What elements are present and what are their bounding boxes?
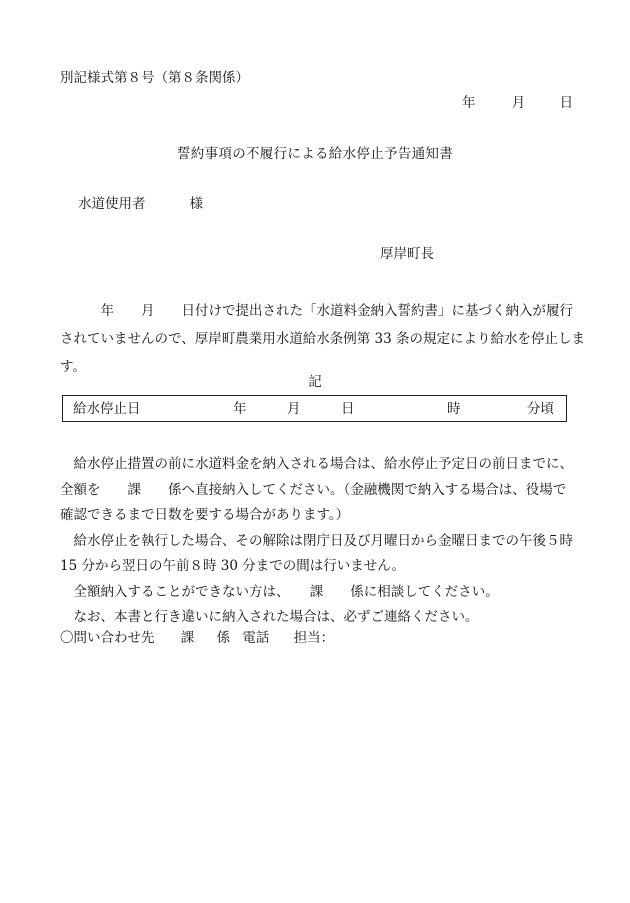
form-label: 別記様式第８号（第８条関係） [60, 70, 249, 86]
body-line: されていませんので、厚岸町農業用水道給水条例第 33 条の規定により給水を停止しま [60, 331, 585, 347]
body-line: す。 [60, 359, 86, 375]
note-line: 15 分から翌日の午前８時 30 分までの間は行いません。 [60, 558, 406, 574]
note-line: 全額納入することができない方は、 課 係に相談してください。 [60, 583, 499, 600]
contact-label: 〇問い合わせ先 [60, 630, 155, 646]
contact-unit: 係 [216, 630, 231, 646]
body-line: 年 月 日付けで提出された「水道料金納入誓約書」に基づく納入が履行 [60, 303, 573, 319]
note-line: 給水停止を執行した場合、その解除は閉庁日及び月曜日から金曜日までの午後５時 [60, 532, 573, 549]
date-year: 年 [462, 95, 476, 111]
page-title: 誓約事項の不履行による給水停止予告通知書 [177, 146, 453, 162]
contact-info [60, 632, 334, 646]
recipient-honorific: 様 [189, 196, 203, 212]
date-line [462, 97, 573, 111]
issuer: 厚岸町長 [380, 246, 434, 262]
stop-date-box [62, 395, 567, 422]
notes [60, 452, 573, 631]
note-line: 全額を 課 係へ直接納入してください。（金融機関で納入する場合は、役場で [60, 481, 567, 498]
contact-section: 課 [180, 630, 195, 646]
stop-date-label: 給水停止日 [73, 401, 141, 417]
contact-person: 担当： [293, 630, 335, 646]
stop-date-minute: 分頃 [527, 401, 554, 417]
recipient [78, 198, 203, 212]
stop-date-day: 日 [341, 401, 355, 417]
body-paragraph [60, 297, 585, 381]
note-line: なお、本書と行き違いに納入された場合は、必ずご連絡ください。 [60, 609, 479, 625]
note-line: 確認できるまで日数を要する場合があります。） [60, 507, 350, 523]
stop-date-year: 年 [233, 401, 247, 417]
stop-date-month: 月 [287, 401, 301, 417]
recipient-name: 水道使用者 [78, 196, 146, 212]
date-day: 日 [559, 95, 574, 111]
date-month: 月 [511, 95, 526, 111]
ki-heading: 記 [308, 374, 322, 390]
note-line: 給水停止措置の前に水道料金を納入される場合は、給水停止予定日の前日までに、 [60, 456, 573, 472]
stop-date-hour: 時 [447, 401, 461, 417]
contact-phone: 電話 [242, 630, 270, 646]
